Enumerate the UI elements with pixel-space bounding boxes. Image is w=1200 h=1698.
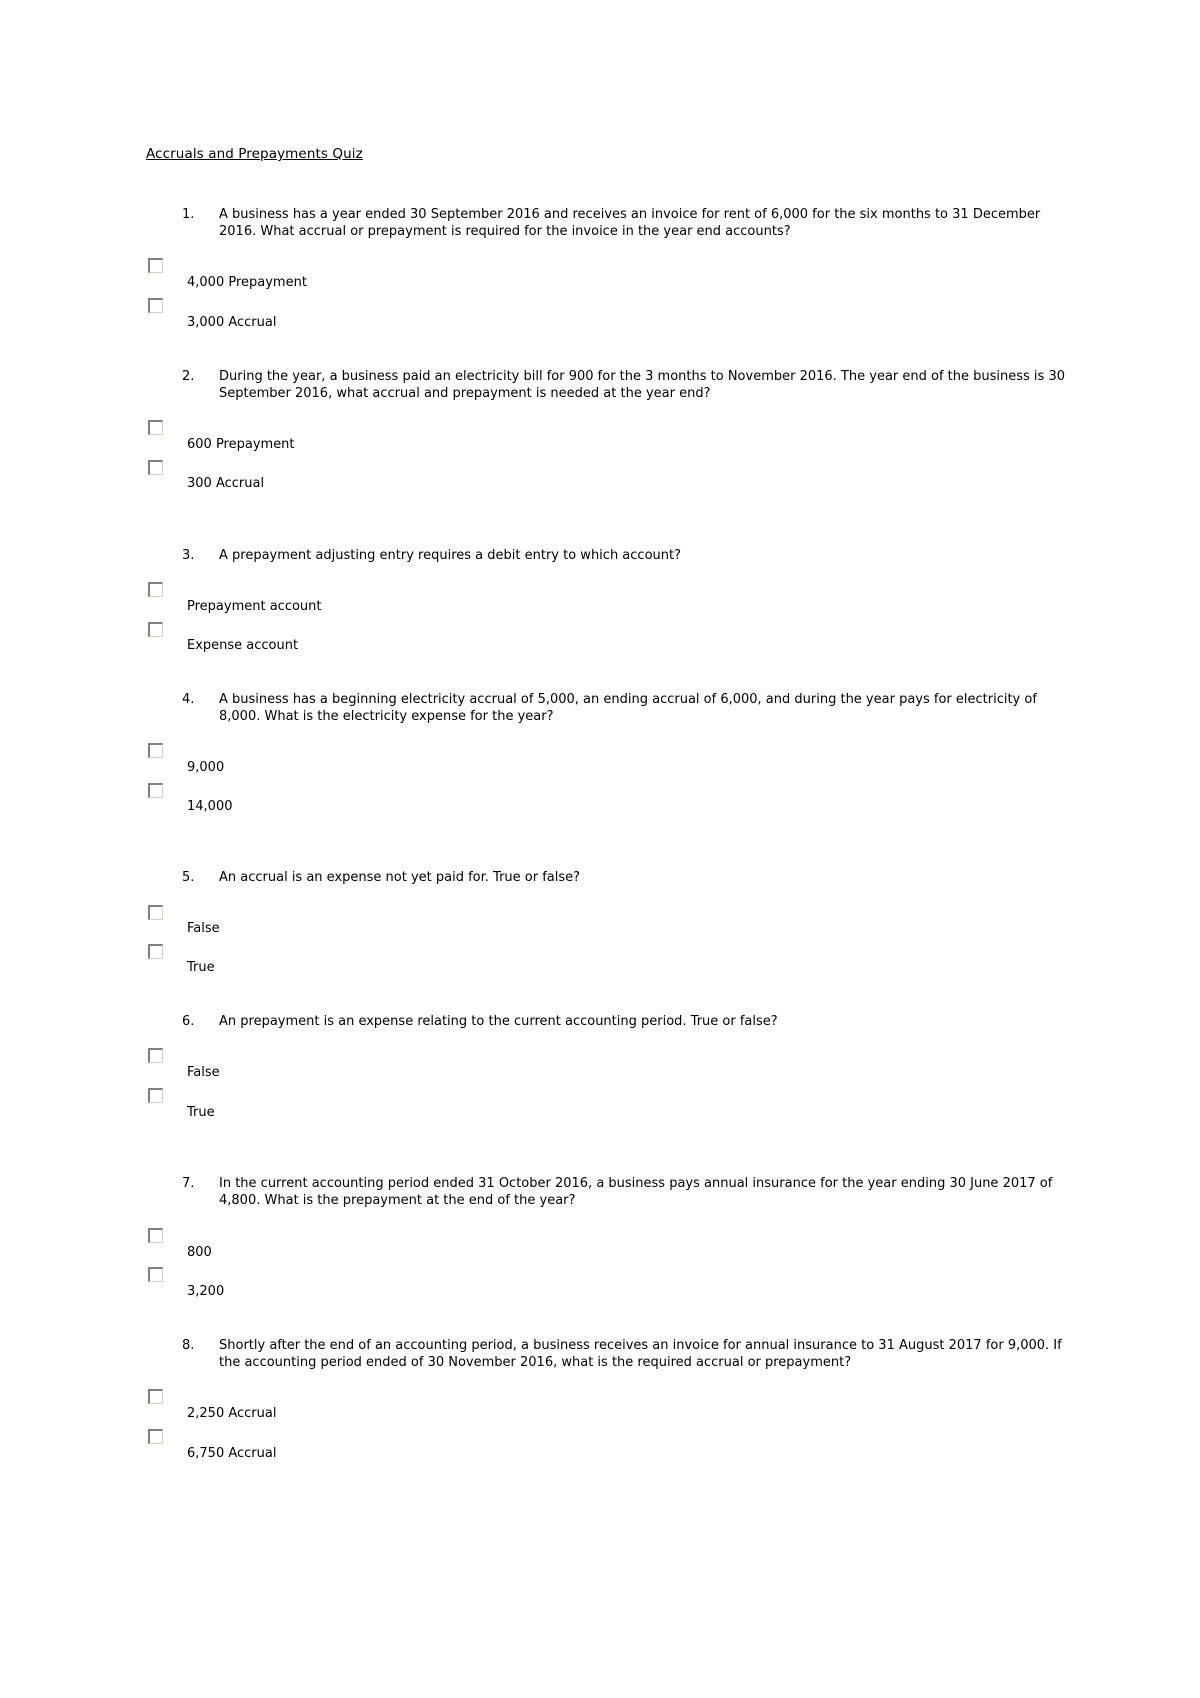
question-3-option-2-label: Expense account — [187, 638, 299, 653]
question-2-text: During the year, a business paid an electricity bill for 900 for the 3 months to November 2016. The year end of the business is 30 September 2016, what accrual and prepayment is needed at the year end? — [219, 369, 1065, 401]
question-1-text: A business has a year ended 30 September 2016 and receives an invoice for rent of 6,000 for the six months to 31 December 2016. What accrual or prepayment is required for the invoice in the year end accounts? — [219, 207, 1041, 239]
question-8-number: 8. — [182, 1338, 195, 1353]
question-1-option-2-label: 3,000 Accrual — [187, 315, 277, 330]
question-2-option-2-label: 300 Accrual — [187, 476, 265, 491]
question-7-option-2-checkbox[interactable] — [148, 1267, 163, 1282]
question-5-option-2-checkbox[interactable] — [148, 944, 163, 959]
question-4-text: A business has a beginning electricity accrual of 5,000, an ending accrual of 6,000, and during the year pays for electricity of 8,000. What is the electricity expense for the year? — [219, 692, 1037, 724]
question-5-number: 5. — [182, 870, 195, 885]
question-6-option-2-checkbox[interactable] — [148, 1088, 163, 1103]
question-8-option-1-label: 2,250 Accrual — [187, 1406, 277, 1421]
question-3-text: A prepayment adjusting entry requires a debit entry to which account? — [219, 548, 682, 563]
question-7-option-2-label: 3,200 — [187, 1284, 225, 1299]
question-2-option-2-checkbox[interactable] — [148, 460, 163, 475]
question-4-option-2-label: 14,000 — [187, 799, 233, 814]
question-3-option-2-checkbox[interactable] — [148, 622, 163, 637]
question-6-option-1-label: False — [187, 1065, 220, 1080]
question-1-option-1-label: 4,000 Prepayment — [187, 275, 307, 290]
question-6-text: An prepayment is an expense relating to the current accounting period. True or false? — [219, 1014, 778, 1029]
question-7-option-1-label: 800 — [187, 1245, 212, 1260]
question-5-option-1-label: False — [187, 921, 220, 936]
question-2-option-1-label: 600 Prepayment — [187, 437, 295, 452]
question-5-text: An accrual is an expense not yet paid for. True or false? — [219, 870, 581, 885]
question-2-option-1-checkbox[interactable] — [148, 420, 163, 435]
question-7-option-1-checkbox[interactable] — [148, 1228, 163, 1243]
question-7-number: 7. — [182, 1176, 195, 1191]
question-3-number: 3. — [182, 548, 195, 563]
question-6-number: 6. — [182, 1014, 195, 1029]
question-3-option-1-checkbox[interactable] — [148, 582, 163, 597]
question-4-option-2-checkbox[interactable] — [148, 783, 163, 798]
question-1-option-2-checkbox[interactable] — [148, 298, 163, 313]
question-4-option-1-label: 9,000 — [187, 760, 225, 775]
question-8-option-2-checkbox[interactable] — [148, 1429, 163, 1444]
question-4-option-1-checkbox[interactable] — [148, 743, 163, 758]
question-8-option-1-checkbox[interactable] — [148, 1389, 163, 1404]
question-1-number: 1. — [182, 207, 195, 222]
question-4-number: 4. — [182, 692, 195, 707]
page-title: Accruals and Prepayments Quiz — [146, 146, 363, 162]
question-5-option-1-checkbox[interactable] — [148, 905, 163, 920]
question-2-number: 2. — [182, 369, 195, 384]
question-6-option-1-checkbox[interactable] — [148, 1048, 163, 1063]
question-5-option-2-label: True — [187, 960, 215, 975]
question-7-text: In the current accounting period ended 31 October 2016, a business pays annual insurance for the year ending 30 June 2017 of 4,800. What is the prepayment at the end of the year? — [219, 1176, 1053, 1208]
question-1-option-1-checkbox[interactable] — [148, 258, 163, 273]
question-3-option-1-label: Prepayment account — [187, 599, 322, 614]
question-8-text: Shortly after the end of an accounting period, a business receives an invoice for annual insurance to 31 August 2017 for 9,000. If the accounting period ended of 30 November 2016, what is the required accrual or prepayment? — [219, 1338, 1062, 1370]
question-8-option-2-label: 6,750 Accrual — [187, 1446, 277, 1461]
question-6-option-2-label: True — [187, 1105, 215, 1120]
